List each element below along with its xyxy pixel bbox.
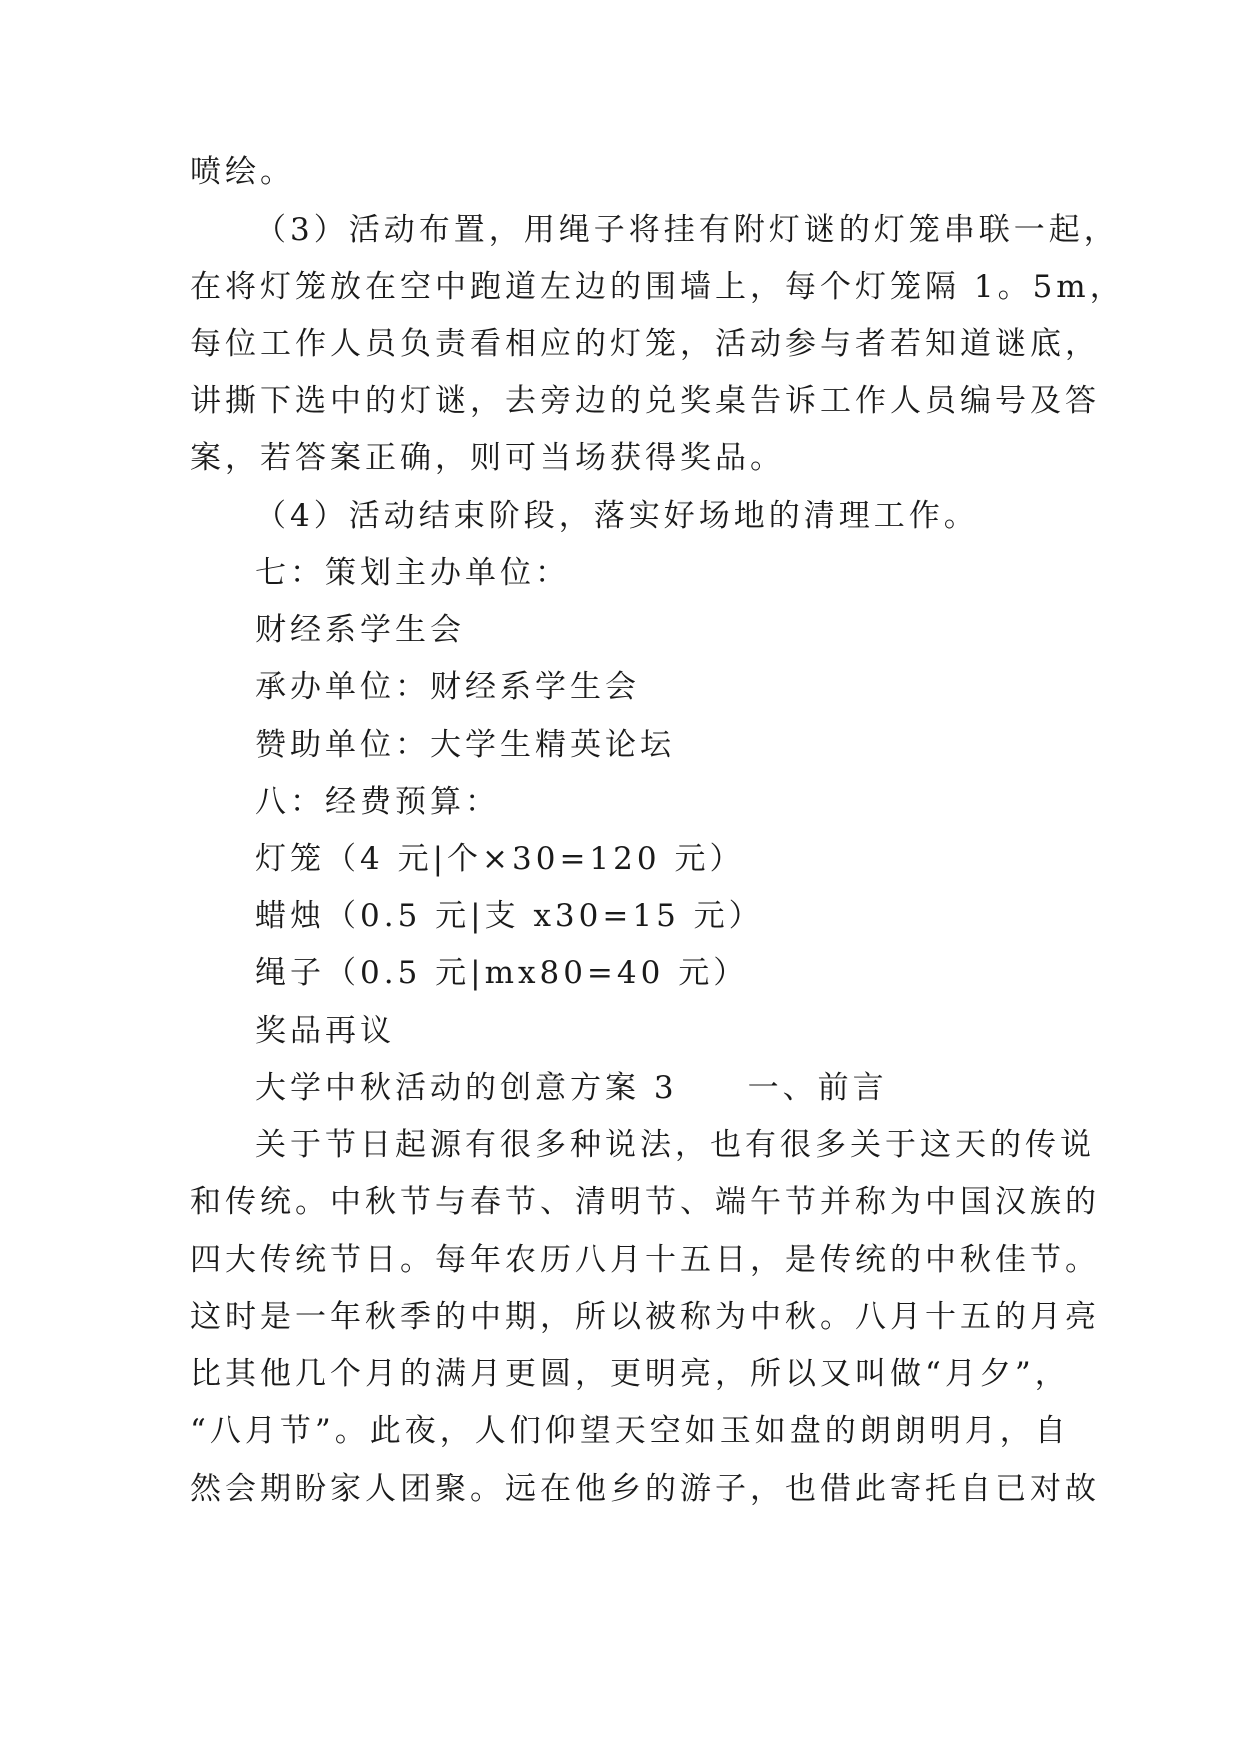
text-line: 在将灯笼放在空中跑道左边的围墙上，每个灯笼隔 1。5m，: [190, 269, 1125, 305]
text-line: 赞助单位：大学生精英论坛: [255, 727, 675, 763]
section-heading: 八：经费预算：: [255, 784, 500, 820]
document-title-line: [255, 1068, 1125, 1108]
document-title: 大学中秋活动的创意方案 3: [255, 1070, 678, 1106]
text-line: 财经系学生会: [255, 612, 465, 648]
text-line: 奖品再议: [255, 1013, 395, 1049]
budget-item: 蜡烛（0.5 元|支 x30=15 元）: [255, 898, 764, 934]
text-line: 然会期盼家人团聚。远在他乡的游子，也借此寄托自已对故: [190, 1471, 1100, 1507]
budget-item: 绳子（0.5 元|mx80=40 元）: [255, 955, 749, 991]
text-line: 讲撕下选中的灯谜，去旁边的兑奖桌告诉工作人员编号及答: [190, 383, 1100, 419]
section-heading: 七：策划主办单位：: [255, 555, 570, 591]
text-line: 喷绘。: [190, 154, 295, 190]
text-line: 每位工作人员负责看相应的灯笼，活动参与者若知道谜底，: [190, 326, 1100, 362]
section-heading: 一、前言: [747, 1070, 888, 1106]
text-line: （3）活动布置，用绳子将挂有附灯谜的灯笼串联一起，: [255, 212, 1119, 248]
text-line: 四大传统节日。每年农历八月十五日，是传统的中秋佳节。: [190, 1242, 1100, 1278]
text-line: 比其他几个月的满月更圆，更明亮，所以又叫做“月夕”，: [190, 1356, 1070, 1392]
text-line: 关于节日起源有很多种说法，也有很多关于这天的传说: [255, 1127, 1095, 1163]
budget-item: 灯笼（4 元|个×30=120 元）: [255, 841, 745, 877]
text-line: 承办单位：财经系学生会: [255, 669, 640, 705]
text-line: （4）活动结束阶段，落实好场地的清理工作。: [255, 498, 979, 534]
text-line: 和传统。中秋节与春节、清明节、端午节并称为中国汉族的: [190, 1184, 1100, 1220]
text-line: 案，若答案正确，则可当场获得奖品。: [190, 440, 785, 476]
text-line: 这时是一年秋季的中期，所以被称为中秋。八月十五的月亮: [190, 1299, 1100, 1335]
text-line: “八月节”。此夜，人们仰望天空如玉如盘的朗朗明月，自: [190, 1413, 1070, 1449]
